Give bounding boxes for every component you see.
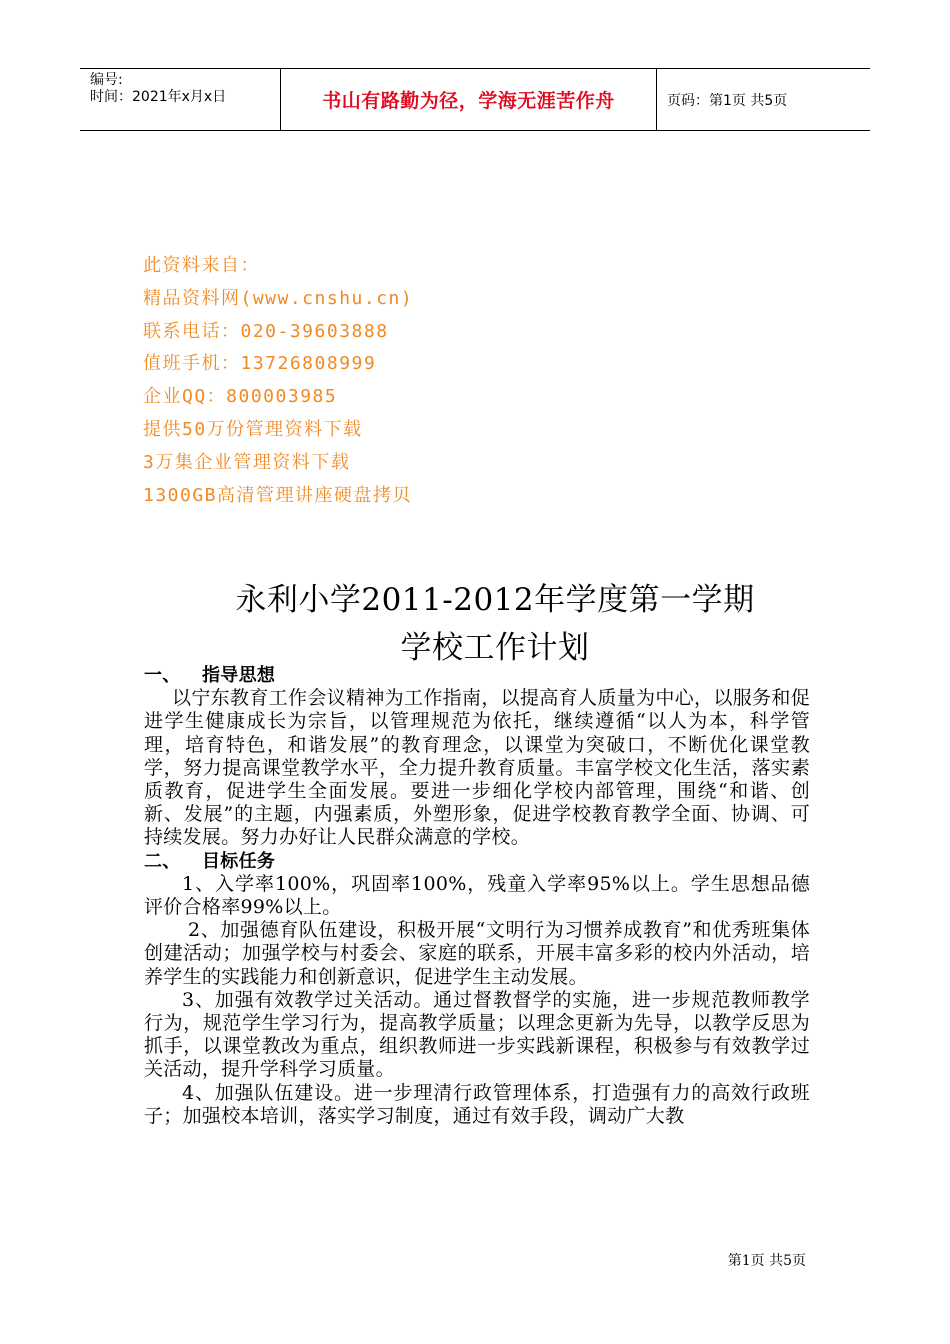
paragraph: 4、加强队伍建设。进一步理清行政管理体系，打造强有力的高效行政班子；加强校本培训，落实学习制度，通过有效手段，调动广大教 — [144, 1081, 810, 1127]
source-line: 3万集企业管理资料下载 — [143, 451, 351, 473]
source-line: 企业QQ：800003985 — [143, 386, 338, 408]
source-line: 值班手机：13726808999 — [143, 353, 377, 375]
page-header — [80, 68, 870, 131]
section-heading — [144, 664, 810, 687]
source-info-block — [143, 250, 413, 512]
paragraph: 3、加强有效教学过关活动。通过督教督学的实施，进一步规范教师教学行为，规范学生学习行为，提高教学质量；以理念更新为先导，以教学反思为抓手，以课堂教改为重点，组织教师进一步实践新课程，积极参与有效教学过关活动，提升学科学习质量。 — [144, 988, 810, 1081]
section-number: 一、 — [144, 665, 181, 686]
paragraph: 1、入学率100%，巩固率100%，残童入学率95%以上。学生思想品德评价合格率99%以上。 — [144, 872, 810, 919]
document-body — [144, 664, 810, 1128]
source-line: 联系电话：020-39603888 — [143, 320, 389, 342]
section-number: 二、 — [144, 850, 181, 872]
document-time: 时间：2021年x月x日 — [90, 89, 227, 105]
document-title-line1: 永利小学2011-2012年学度第一学期 — [235, 582, 755, 618]
header-motto: 书山有路勤为径，学海无涯苦作舟 — [280, 69, 657, 130]
source-line: 精品资料网(www.cnshu.cn) — [143, 287, 414, 309]
paragraph: 以宁东教育工作会议精神为工作指南，以提高育人质量为中心，以服务和促进学生健康成长为宗旨，以管理规范为依托，继续遵循“以人为本，科学管理，培育特色，和谐发展”的教育理念，以课堂为突破口，不断优化课堂教学，努力提高课堂教学水平，全力提升教育质量。丰富学校文化生活，落实素质教育，促进学生全面发展。要进一步细化学校内部管理，围绕“和谐、创新、发展”的主题，内强素质，外塑形象，促进学校教育教学全面、协调、可持续发展。努力办好让人民群众满意的学校。 — [144, 687, 810, 849]
source-line: 提供50万份管理资料下载 — [143, 418, 363, 440]
paragraph: 2、加强德育队伍建设，积极开展“文明行为习惯养成教育”和优秀班集体创建活动；加强学校与村委会、家庭的联系，开展丰富多彩的校内外活动，培养学生的实践能力和创新意识，促进学生主动发展。 — [144, 919, 810, 988]
document-number-label: 编号: — [90, 72, 123, 88]
header-page-info: 页码：第1页 共5页 — [667, 92, 788, 109]
source-line: 1300GB高清管理讲座硬盘拷贝 — [143, 484, 413, 506]
section-heading — [144, 850, 810, 873]
document-title-line2: 学校工作计划 — [400, 630, 590, 666]
source-line: 此资料来自： — [143, 255, 260, 276]
section-title: 指导思想 — [202, 665, 276, 686]
header-meta — [80, 69, 280, 130]
page-footer: 第1页 共5页 — [727, 1253, 806, 1269]
section-title: 目标任务 — [202, 850, 276, 872]
